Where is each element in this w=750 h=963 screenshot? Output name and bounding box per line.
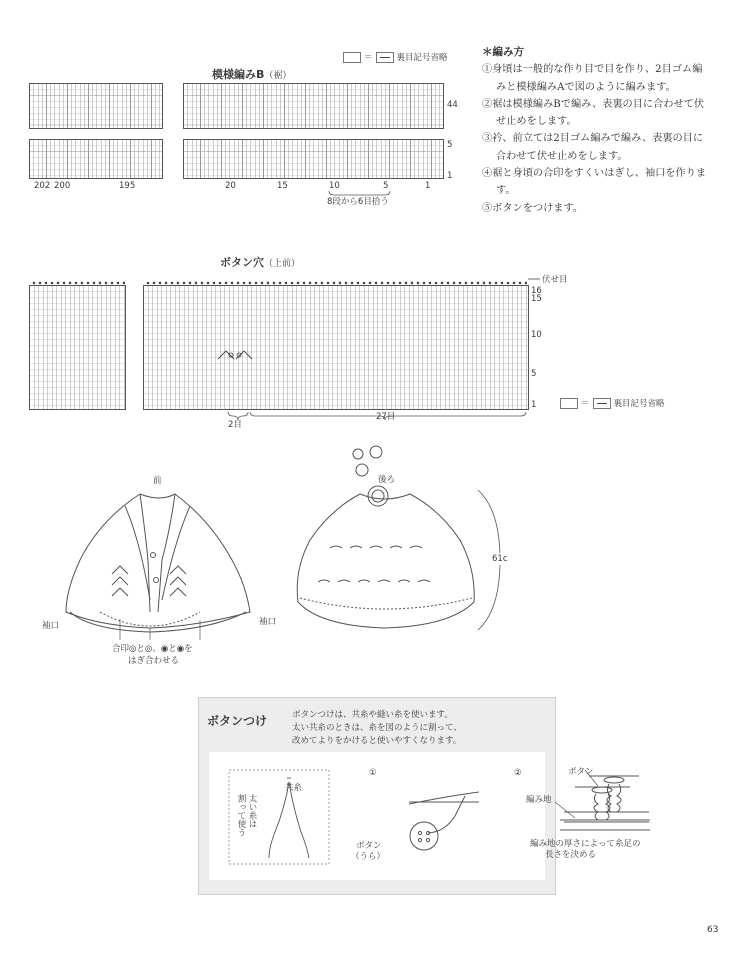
chart1-title: 模様編みB（裾） <box>212 68 292 81</box>
instruction-step: ①身頃は一般的な作り目で目を作り、2目ゴム編みと模様編みAで図のように編みます。 <box>482 64 703 93</box>
chart2-row-1: 1 <box>531 400 537 410</box>
chart2-title: ボタン穴（上前） <box>220 256 301 269</box>
chart2-row-10: 10 <box>531 330 542 340</box>
button-attach-text-3: 改めてよりをかけると使いやすくなります。 <box>292 736 462 746</box>
fabric-label: 編み地 <box>526 795 552 805</box>
chart1-pickup-note: 8段から6目拾う <box>327 197 389 207</box>
chart1-tick: 15 <box>277 181 288 191</box>
button-attach-text-2: 太い共糸のときは、糸を図のように割って、 <box>292 723 462 733</box>
split-note-2: 割って使う <box>236 794 246 837</box>
instruction-step: ③衿、前立ては2目ゴム編みで編み、表裏の目に合わせて伏せ止めをします。 <box>482 133 704 162</box>
instruction-step: ②裾は模様編みBで編み、表裏の目に合わせて伏せ止めをします。 <box>482 98 705 128</box>
shank-note-2: 長さを決める <box>545 850 597 860</box>
chart1-row-1: 1 <box>447 171 453 181</box>
cuff-label-right: 袖口 <box>259 617 277 627</box>
chart1-tick: 1 <box>425 181 431 191</box>
instructions-heading: ＊編み方 <box>482 46 524 58</box>
legend-equals: ＝ <box>364 53 373 63</box>
button-attach-title: ボタンつけ <box>207 714 268 728</box>
front-label: 前 <box>153 476 162 486</box>
instruction-step: ④裾と身頃の合印をすくいはぎし、袖口を作ります。 <box>482 168 707 197</box>
button-attach-text-1: ボタンつけは、共糸や縫い糸を使います。 <box>292 710 453 720</box>
chart1-tick: 20 <box>225 181 236 191</box>
chart1-tick: 195 <box>119 181 136 191</box>
chart1-tick: 202 <box>34 181 51 191</box>
chart2-row-5: 5 <box>531 369 537 379</box>
chart2-count-left: 2目 <box>228 420 242 430</box>
chart1-row-5: 5 <box>447 140 453 150</box>
shank-note-1: 編み地の厚さによって糸足の <box>530 839 641 849</box>
button-back-label: ボタン <box>356 841 382 851</box>
split-note-1: 太い糸は <box>247 794 257 828</box>
chart1-row-44: 44 <box>447 100 458 110</box>
chart1-tick: 10 <box>329 181 340 191</box>
yarn-label: 共糸 <box>285 783 303 793</box>
legend-text: 裏目記号省略 <box>613 399 665 409</box>
chart2-count-right: 27目 <box>376 412 396 422</box>
join-note-2: はぎ合わせる <box>128 656 180 666</box>
instruction-step: ⑤ボタンをつけます。 <box>482 202 584 214</box>
cuff-label-left: 袖口 <box>42 621 60 631</box>
legend-text: 裏目記号省略 <box>396 53 448 63</box>
length-label: 61c <box>492 554 508 564</box>
button-back-sub: （うら） <box>351 852 386 862</box>
chart2-bindoff-label: 伏せ目 <box>542 275 568 285</box>
back-label: 後ろ <box>378 475 396 485</box>
chart1-tick: 5 <box>383 181 389 191</box>
page-number: 63 <box>707 925 719 935</box>
chart2-row-15: 15 <box>531 294 542 304</box>
button-label: ボタン <box>568 767 594 777</box>
chart2-row-16: 16 <box>531 286 542 296</box>
join-note-1: 合印◎と◎、◉と◉を <box>112 644 193 654</box>
chart1-tick: 200 <box>54 181 71 191</box>
step1-label: ① <box>369 768 377 778</box>
step2-label: ② <box>514 768 522 778</box>
legend-equals: ＝ <box>581 399 590 409</box>
